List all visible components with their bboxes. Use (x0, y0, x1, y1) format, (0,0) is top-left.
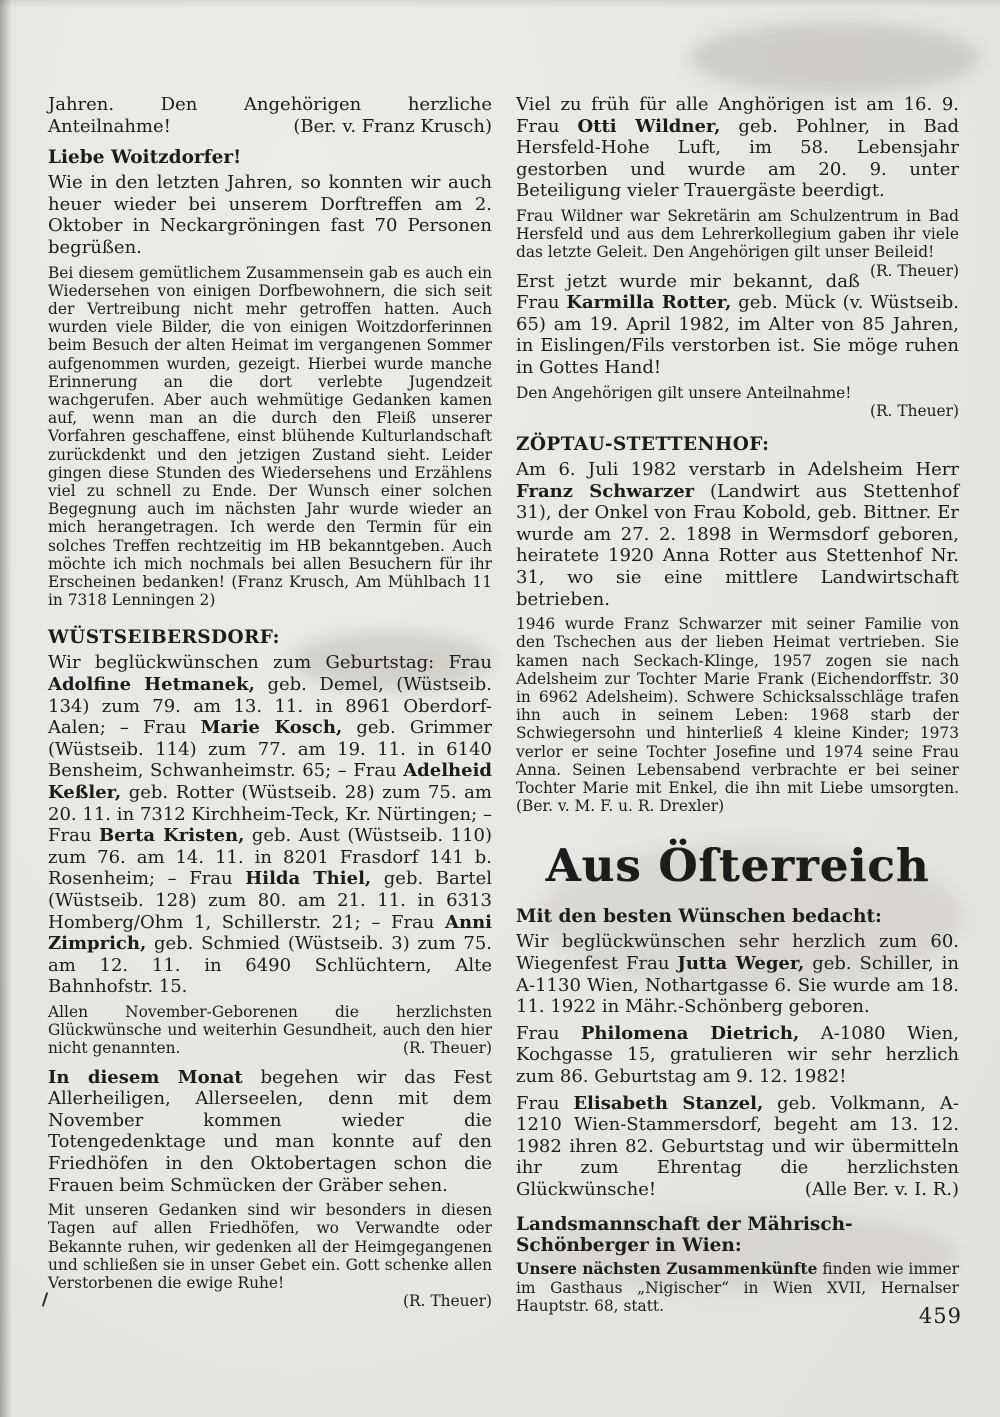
scan-edge-shadow-top (0, 0, 1000, 8)
note-text: Den Angehörigen gilt unsere Anteilnahme! (516, 383, 852, 402)
wishes-text: Allen November-Geborenen die herzlichsten Glückwünsche und weiterhin Gesundheit, auch den hier nicht genannten. (48, 1002, 492, 1058)
person-name: Berta Kristen, (98, 825, 245, 847)
person-name: Anni Zimprich, (48, 911, 492, 955)
person-name: Elisabeth Stanzel, (573, 1092, 764, 1114)
rotter-obituary-paragraph (516, 271, 959, 379)
stanzel-birthday-paragraph (516, 1093, 959, 1201)
person-name: Franz Schwarzer (516, 480, 695, 502)
intro-text: Jahren. Den Angehörigen herzliche Anteilnahme! (48, 94, 492, 137)
report-signature: (R. Theuer) (869, 261, 959, 280)
person-name: Jutta Weger, (677, 952, 805, 974)
text-run: geb. Grimmer (Wüstseib. 114) zum 77. am 19. 11. in 6140 Bensheim, Schwanheimstr. 65; – Frau (48, 717, 492, 782)
woitzdorf-lead-paragraph: Wie in den letzten Jahren, so konnten wir auch heuer wieder bei unserem Dorftreffen am 2. Oktober in Neckargröningen fast 70 Personen begrüßen. (48, 172, 492, 258)
text-run: Erst jetzt wurde mir bekannt, daß Frau (516, 270, 860, 314)
text-run: Frau (516, 1022, 581, 1044)
text-run: geb. Pohlner, in Bad Hersfeld-Hohe Luft, im 58. Lebensjahr gestorben und wurde am 20. 9. unter Beteiligung vieler Trauergäste beerdigt. (516, 115, 959, 202)
schwarzer-obituary-paragraph (516, 459, 959, 610)
woitzdorf-body-paragraph: Bei diesem gemütlichem Zusammensein gab es auch ein Wiedersehen von einigen Dorfbewohnern, die sich seit der Vertreibung nicht mehr getroffen hatten. Auch wurden viele Bilder, die von einigen Woitzdorferinnen beim Besuch der alten Heimat im vergangenen Sommer aufgenommen wurden, gezeigt. Hierbei wurde manche Erinnerung an die dort verlebte Jugendzeit wachgerufen. Aber auch wehmütige Gedanken kamen auf, wenn man an die durch den Fleiß unserer Vorfahren geschaffene, einst blühende Kulturlandschaft zurückdenkt und den jetzigen Zustand sieht. Leider gingen diese Stunden des Wiedersehens und Erzählens viel zu schnell zu Ende. Der Wunsch einer solchen Begegnung auch im nächsten Jahr wurde wieder an mich herangetragen. Ich werde den Termin für ein solches Treffen rechtzeitig im HB bekanntgeben. Auch möchte ich mich nochmals bei allen Besuchern für ihr Erscheinen bedanken! (Franz Krusch, Am Mühlbach 11 in 7318 Lenningen 2) (48, 263, 492, 610)
text-run: Wir beglückwünschen zum Geburtstag: Frau (48, 652, 492, 674)
memorial-text: Mit unseren Gedanken sind wir besonders in diesen Tagen auf allen Friedhöfen, wo Verwandte oder Bekannte ruhen, wir gedenken all der Heimgegangenen und schließen sie in unser Gebet ein. Gott schenke allen Verstorbenen die ewige Ruhe! (48, 1201, 492, 1292)
section-heading-landsmannschaft: Landsmannschaft der Mährisch-Schönberger in Wien: (516, 1214, 853, 1257)
left-column (48, 94, 492, 1319)
right-column (516, 94, 959, 1324)
wildner-obituary-paragraph (516, 94, 959, 202)
note-text: Frau Wildner war Sekretärin am Schulzentrum in Bad Hersfeld und aus dem Lehrerkollegium gaben ihr viele das letzte Geleit. Den Angehörigen gilt unser Beileid! (516, 206, 959, 262)
text-run: Viel zu früh für alle Anghörigen ist am 16. 9. Frau (516, 94, 959, 137)
person-name: Karmilla Rotter, (566, 292, 732, 314)
text-run: geb. Demel, (Wüstseib. 134) zum 79. am 13. 11. in 8961 Oberdorf-Aalen; – Frau (48, 674, 492, 739)
intro-continuation-paragraph (48, 94, 492, 137)
person-name: Adolfine Hetmanek, (48, 674, 255, 696)
text-run: geb. Mück (v. Wüstseib. 65) am 19. April 1982, im Alter von 85 Jahren, in Eislingen/Fils verstorben ist. Sie möge ruhen in Gottes Hand! (516, 292, 959, 378)
weger-birthday-paragraph (516, 931, 959, 1017)
section-heading-best-wishes: Mit den besten Wünschen bedacht: (516, 906, 882, 928)
text-run: geb. Bartel (Wüstseib. 128) zum 80. am 21. 11. in 6313 Homberg/Ohm 1, Schillerstr. 21; – Frau (48, 868, 492, 933)
person-name: Otti Wildner, (577, 115, 721, 137)
section-heading-zoeptau-stettenhof: ZÖPTAU-STETTENHOF: (516, 433, 770, 455)
section-heading-liebe-woitzdorfer: Liebe Woitzdorfer! (48, 147, 242, 169)
text-run: Wir beglückwünschen sehr herzlich zum 60. Wiegenfest Frau (516, 931, 959, 974)
person-name: Hilda Thiel, (245, 868, 372, 890)
report-signature: (Alle Ber. v. I. R.) (804, 1178, 959, 1200)
text-run: geb. Schiller, in A-1130 Wien, Nothartgasse 6. Sie wurde am 18. 11. 1922 in Mähr.-Schönberg geboren. (516, 952, 959, 1018)
scan-artifact (690, 22, 980, 94)
report-signature: (R. Theuer) (402, 1039, 492, 1058)
meeting-paragraph (516, 1260, 959, 1315)
text-run: geb. Aust (Wüstseib. 110) zum 76. am 14. 11. in 8201 Frasdorf 141 b. Rosenheim; – Frau (48, 825, 492, 890)
scan-edge-shadow (0, 0, 12, 1417)
text-run: geb. Schmied (Wüstseib. 3) zum 75. am 12. 11. in 6490 Schlüchtern, Alte Bahnhofstr. 15. (48, 933, 492, 998)
wildner-note-paragraph (516, 206, 959, 280)
lead-in-bold: Unsere nächsten Zusammenkünfte (516, 1260, 818, 1279)
text-run: geb. Rotter (Wüstseib. 28) zum 75. am 20. 11. in 7312 Kirchheim-Teck, Kr. Nürtingen; – Frau (48, 781, 492, 847)
report-signature: (Ber. v. Franz Krusch) (293, 115, 492, 137)
dietrich-birthday-paragraph (516, 1023, 959, 1088)
report-signature: (R. Theuer) (402, 1292, 492, 1311)
schwarzer-biography-paragraph: 1946 wurde Franz Schwarzer mit seiner Familie von den Tschechen aus der lieben Heimat vertrieben. Sie kamen nach Seckach-Klinge, 1957 zogen sie nach Adelsheim zur Tochter Marie Frank (Eichendorffstr. 30 in 6962 Adelsheim). Schwere Schicksalsschläge trafen ihn auch in seinem Leben: 1968 starb der Schwiegersohn und hinterließ 4 kleine Kinder; 1973 verlor er seine Tochter Josefine und 1974 seine Frau Anna. Seinen Lebensabend verbrachte er bei seiner Tochter Marie mit Enkel, die ihn mit Liebe umsorgten. (Ber. v. M. F. u. R. Drexler) (516, 615, 959, 816)
austria-display-heading: Aus Öſterreich (545, 839, 930, 893)
rotter-note-paragraph (516, 384, 959, 420)
lead-in-bold: In diesem Monat (48, 1066, 243, 1088)
text-run: geb. Volkmann, A-1210 Wien-Stammersdorf, begeht am 13. 12. 1982 ihren 82. Geburtstag und wir übermitteln ihr zum Ehrentag die herzlichsten Glückwünsche! (516, 1092, 959, 1200)
month-paragraph (48, 1067, 492, 1197)
person-name: Philomena Dietrich, (580, 1022, 800, 1044)
memorial-paragraph (48, 1201, 492, 1310)
text-run: A-1080 Wien, Kochgasse 15, gratulieren wir sehr herzlich zum 86. Geburtstag am 9. 12. 1982! (516, 1022, 959, 1087)
person-name: Adelheid Keßler, (48, 760, 492, 803)
birthdays-paragraph (48, 652, 492, 998)
text-run: finden wie immer im Gasthaus „Nigischer“ in Wien XVII, Hernalser Hauptstr. 68, statt. (516, 1260, 959, 1315)
text-run: Am 6. Juli 1982 verstarb in Adelsheim Herr (516, 458, 959, 480)
section-heading-wuestseibersdorf: WÜSTSEIBERSDORF: (48, 627, 280, 649)
text-run: Frau (516, 1092, 574, 1114)
person-name: Marie Kosch, (200, 717, 343, 739)
november-wishes-paragraph (48, 1003, 492, 1058)
text-run: begehen wir das Fest Allerheiligen, Allerseelen, denn mit dem November kommen wieder die Totengedenktage und man konnte auf den Friedhöfen in den Oktobertagen schon die Frauen beim Schmücken der Gräber sehen. (48, 1066, 493, 1196)
page-number: 459 (918, 1304, 962, 1328)
text-run: (Landwirt aus Stettenhof 31), der Onkel von Frau Kobold, geb. Bittner. Er wurde am 27. 2. 1898 in Wermsdorf geboren, heiratete 1920 Anna Rotter aus Stettenhof Nr. 31, wo sie eine mittlere Landwirtschaft betrieben. (516, 480, 960, 610)
report-signature: (R. Theuer) (869, 401, 959, 420)
